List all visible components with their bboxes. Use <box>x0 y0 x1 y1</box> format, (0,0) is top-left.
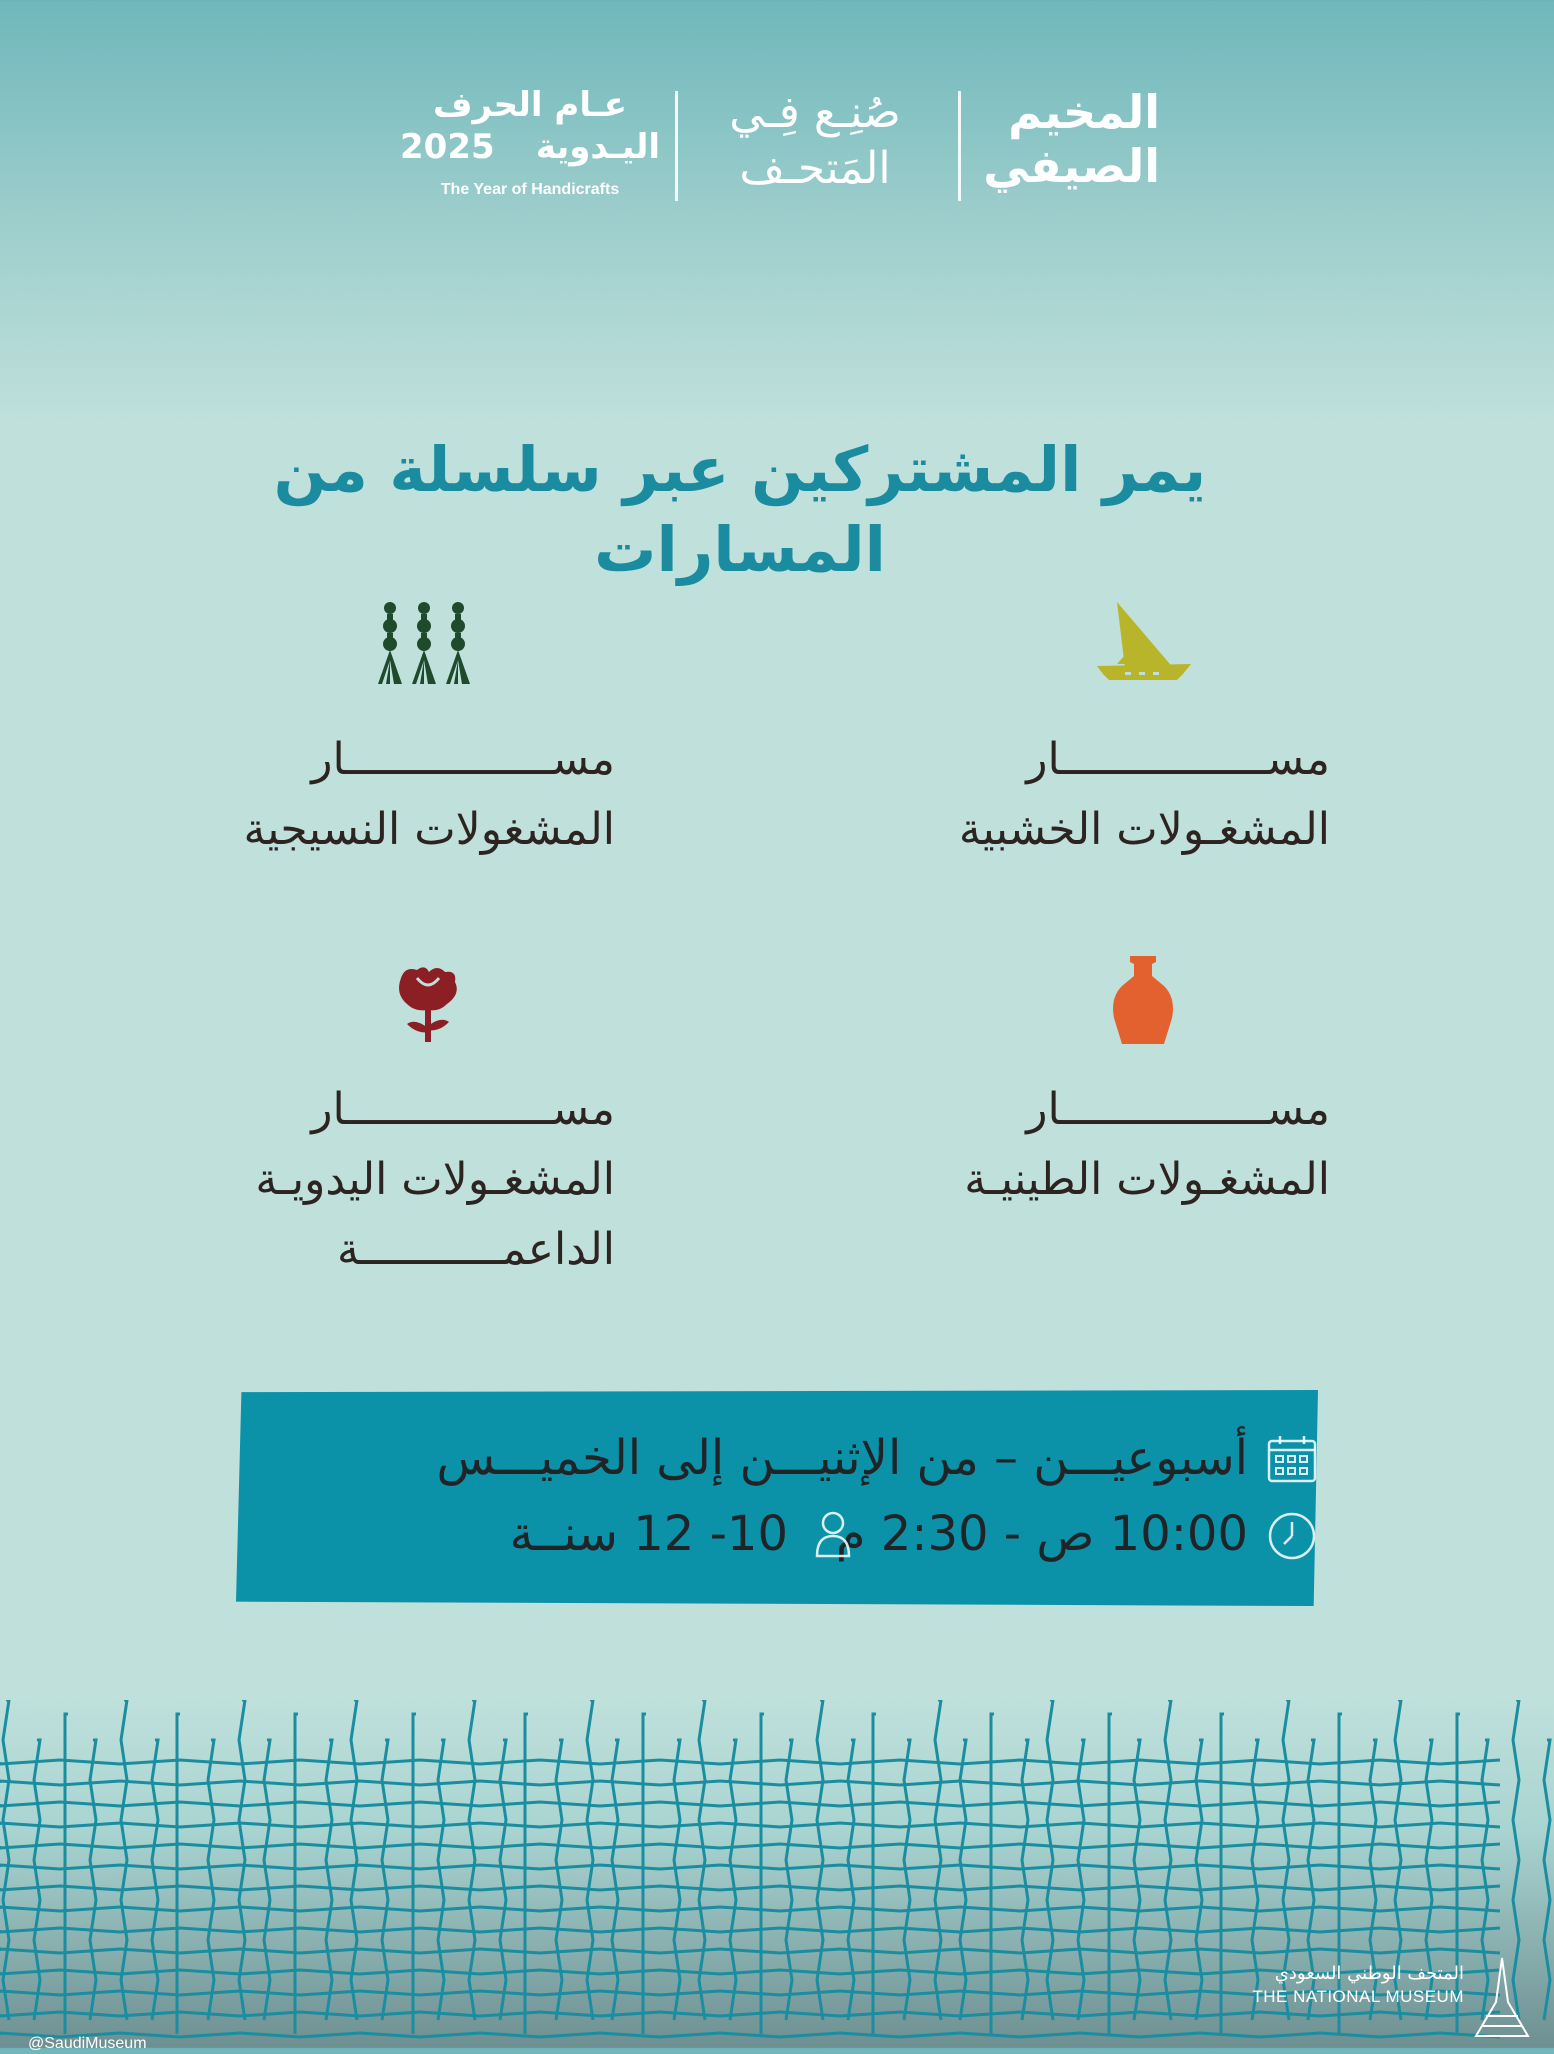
made-in-museum-logo <box>690 85 940 197</box>
track-woodwork <box>950 590 1370 860</box>
grid-vertical-line <box>1134 1740 1140 2020</box>
year-logo-line2: اليـدوية <box>535 127 660 167</box>
grid-vertical-line <box>295 1714 298 2034</box>
summer-camp-logo <box>960 85 1160 193</box>
time-text: 10:00 ص - 2:30 م <box>835 1506 1248 1562</box>
track-textile <box>235 590 655 860</box>
grid-horizontal-line <box>0 1886 1500 1890</box>
track-name: المشغولات النسيجية <box>243 804 615 855</box>
track-supporting-handicrafts <box>235 950 655 1280</box>
clock-icon <box>1266 1510 1318 1562</box>
grid-horizontal-line <box>0 1781 1500 1785</box>
grid-vertical-line <box>413 1714 416 2034</box>
grid-vertical-line <box>1544 1740 1550 2020</box>
grid-vertical-line <box>177 1714 180 2034</box>
made-logo-line2: المَتحـف <box>739 143 891 194</box>
clay-vase-icon <box>1108 954 1178 1048</box>
camp-logo-line2: الصيفي <box>983 139 1160 193</box>
track-label: مســــــــــــــــار <box>311 734 615 785</box>
museum-name-arabic: المتحف الوطني السعودي <box>1274 1963 1464 1984</box>
made-logo-line1: صُنِـع فِـي <box>729 87 901 138</box>
grid-vertical-line <box>1022 1740 1028 2020</box>
grid-horizontal-line <box>0 1760 1500 1764</box>
duration-row <box>318 1428 1318 1492</box>
national-museum-logo <box>1252 1962 1464 2008</box>
logo-divider <box>675 91 678 201</box>
grid-horizontal-line <box>0 1802 1500 1806</box>
museum-logo-mark-icon <box>1472 1956 1532 2042</box>
header-logos <box>400 85 1160 205</box>
grid-vertical-line <box>239 1700 245 2020</box>
track-label: مســــــــــــــــار <box>311 1084 615 1135</box>
year-logo-english: The Year of Handicrafts <box>440 181 620 198</box>
calendar-icon <box>1266 1434 1318 1484</box>
grid-horizontal-line <box>0 1823 1500 1827</box>
track-name: المشغـولات الخشبية <box>958 804 1330 855</box>
museum-name-english: THE NATIONAL MUSEUM <box>1252 1987 1464 2006</box>
track-name-line2: الداعمـــــــــــة <box>336 1224 615 1275</box>
schedule-info-box <box>236 1390 1318 1606</box>
grid-vertical-line <box>556 1740 562 2020</box>
track-clay <box>950 950 1370 1210</box>
track-name: المشغـولات الطينيـة <box>964 1154 1330 1205</box>
page-title: يمر المشتركين عبر سلسلة من المسارات <box>273 433 1207 586</box>
grid-vertical-line <box>674 1740 680 2020</box>
age-text: 10- 12 سنــة <box>509 1506 788 1562</box>
duration-text: أسبوعيـــن – من الإثنيـــن إلى الخميـــس <box>436 1430 1248 1486</box>
grid-horizontal-line <box>0 1865 1500 1869</box>
year-of-handicrafts-logo <box>400 85 660 198</box>
year-logo-number: 2025 <box>400 127 495 167</box>
time-age-row <box>318 1504 1318 1568</box>
textile-tassels-icon <box>375 600 475 690</box>
track-label: مســــــــــــــــار <box>1026 734 1330 785</box>
track-name: المشغـولات اليدويـة <box>255 1154 615 1205</box>
grid-horizontal-line <box>0 1949 1500 1953</box>
person-icon <box>813 1508 853 1560</box>
boat-icon <box>1095 600 1195 690</box>
grid-horizontal-line <box>0 2012 1500 2016</box>
grid-horizontal-line <box>0 1928 1500 1932</box>
grid-horizontal-line <box>0 1844 1500 1848</box>
year-logo-line1: عـام الحرف <box>433 85 627 125</box>
camp-logo-line1: المخيم <box>1008 85 1160 139</box>
grid-vertical-line <box>121 1700 127 2020</box>
flower-icon <box>395 964 461 1044</box>
grid-vertical-line <box>786 1740 792 2020</box>
grid-vertical-line <box>904 1740 910 2020</box>
track-label: مســــــــــــــــار <box>1026 1084 1330 1135</box>
grid-horizontal-line <box>0 1907 1500 1911</box>
grid-horizontal-line <box>0 2033 1500 2037</box>
social-handle: @SaudiMuseum <box>28 2035 147 2052</box>
